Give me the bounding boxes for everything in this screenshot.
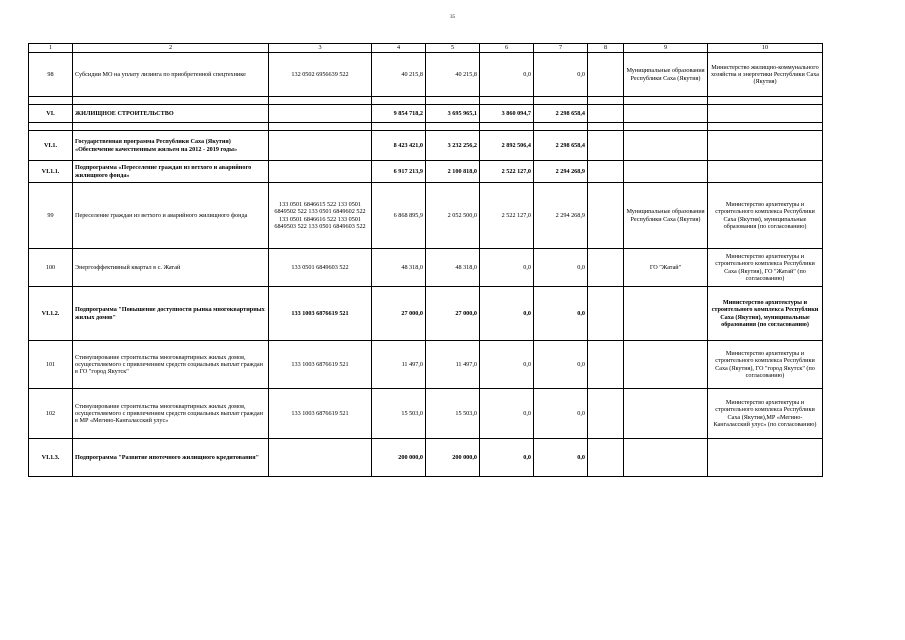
cell-c5: 2 100 818,0 xyxy=(426,161,480,183)
cell-name: ЖИЛИЩНОЕ СТРОИТЕЛЬСТВО xyxy=(73,105,269,123)
cell-c5: 48 318,0 xyxy=(426,249,480,287)
cell-c9 xyxy=(624,131,708,161)
header-cell: 10 xyxy=(708,44,823,53)
cell-code xyxy=(269,439,372,477)
cell-c6: 0,0 xyxy=(480,439,534,477)
cell-c9 xyxy=(624,161,708,183)
cell-c4 xyxy=(372,97,426,105)
cell-num: 99 xyxy=(29,183,73,249)
table-row xyxy=(29,183,823,249)
cell-c6: 0,0 xyxy=(480,389,534,439)
cell-code xyxy=(269,131,372,161)
cell-c10: Министерство архитектуры и строительного комплекса Республики Саха (Якутия), ГО "город Якутск" (по согласованию) xyxy=(708,341,823,389)
cell-c10: Министерство жилищно-коммунального хозяйства и энергетики Республики Саха (Якутия) xyxy=(708,53,823,97)
cell-c4 xyxy=(372,123,426,131)
cell-name xyxy=(73,97,269,105)
cell-name: Стимулирование строительства многоквартирных жилых домов, осуществляемого с привлечением средств социальных выплат граждан в ГО "город Якутск" xyxy=(73,341,269,389)
cell-c5: 15 503,0 xyxy=(426,389,480,439)
table-row xyxy=(29,97,823,105)
cell-c9 xyxy=(624,341,708,389)
cell-c5 xyxy=(426,97,480,105)
cell-c8 xyxy=(588,53,624,97)
cell-c5: 40 215,8 xyxy=(426,53,480,97)
cell-c5: 200 000,0 xyxy=(426,439,480,477)
cell-c7: 2 298 658,4 xyxy=(534,131,588,161)
cell-num xyxy=(29,123,73,131)
cell-num: VI.1.3. xyxy=(29,439,73,477)
header-row xyxy=(29,44,823,53)
cell-c5: 2 052 500,0 xyxy=(426,183,480,249)
cell-c10 xyxy=(708,123,823,131)
cell-num: VI. xyxy=(29,105,73,123)
cell-code: 133 1003 6876619 521 xyxy=(269,341,372,389)
header-cell: 1 xyxy=(29,44,73,53)
cell-c4: 11 497,0 xyxy=(372,341,426,389)
cell-c4: 27 000,0 xyxy=(372,287,426,341)
cell-c10 xyxy=(708,97,823,105)
table-row xyxy=(29,389,823,439)
cell-name: Субсидии МО на уплату лизинга по приобретенной спецтехнике xyxy=(73,53,269,97)
cell-c7 xyxy=(534,123,588,131)
cell-c6: 3 860 094,7 xyxy=(480,105,534,123)
cell-num: 100 xyxy=(29,249,73,287)
cell-c4: 48 318,0 xyxy=(372,249,426,287)
table-row xyxy=(29,287,823,341)
cell-c8 xyxy=(588,105,624,123)
cell-num: 98 xyxy=(29,53,73,97)
cell-code: 133 1003 6876619 521 xyxy=(269,389,372,439)
cell-code xyxy=(269,105,372,123)
cell-c6: 2 522 127,0 xyxy=(480,183,534,249)
cell-c4: 6 917 213,9 xyxy=(372,161,426,183)
cell-name: Подпрограмма "Повышение доступности рынка многоквартирных жилых домов" xyxy=(73,287,269,341)
cell-code: 132 0502 6956639 522 xyxy=(269,53,372,97)
budget-table xyxy=(28,43,823,477)
header-cell: 3 xyxy=(269,44,372,53)
cell-num: 102 xyxy=(29,389,73,439)
cell-c6: 0,0 xyxy=(480,341,534,389)
cell-c9: Муниципальные образования Республики Саха (Якутия) xyxy=(624,53,708,97)
page-number: 35 xyxy=(450,15,455,20)
cell-c6: 2 522 127,0 xyxy=(480,161,534,183)
cell-c8 xyxy=(588,287,624,341)
cell-name: Подпрограмма «Переселение граждан из ветхого и аварийного жилищного фонда» xyxy=(73,161,269,183)
cell-c4: 9 854 718,2 xyxy=(372,105,426,123)
cell-c9 xyxy=(624,439,708,477)
cell-code xyxy=(269,161,372,183)
table-row xyxy=(29,53,823,97)
cell-c7: 0,0 xyxy=(534,341,588,389)
header-cell: 7 xyxy=(534,44,588,53)
cell-name: Стимулирование строительства многоквартирных жилых домов, осуществляемого с привлечением средств социальных выплат граждан в МР «Мегино-Кангаласский улус» xyxy=(73,389,269,439)
cell-num: VI.1.1. xyxy=(29,161,73,183)
table-row xyxy=(29,249,823,287)
header-cell: 8 xyxy=(588,44,624,53)
table-row xyxy=(29,161,823,183)
cell-code: 133 0501 6846615 522 133 0501 6849502 522 133 0501 6849602 522 133 0501 6846616 522 133 0501 6849503 522 133 0501 6849603 522 xyxy=(269,183,372,249)
cell-name: Подпрограмма "Развитие ипотечного жилищного кредитования" xyxy=(73,439,269,477)
cell-name: Государственная программа Республики Саха (Якутия) «Обеспечение качественным жильем на 2012 - 2019 годы» xyxy=(73,131,269,161)
cell-c7 xyxy=(534,97,588,105)
cell-c6: 2 892 506,4 xyxy=(480,131,534,161)
cell-c4: 200 000,0 xyxy=(372,439,426,477)
table-row xyxy=(29,123,823,131)
cell-c8 xyxy=(588,131,624,161)
cell-name: Переселение граждан из ветхого и аварийного жилищного фонда xyxy=(73,183,269,249)
cell-c5 xyxy=(426,123,480,131)
cell-c6 xyxy=(480,123,534,131)
cell-c8 xyxy=(588,183,624,249)
table-row xyxy=(29,131,823,161)
table-row xyxy=(29,439,823,477)
cell-name: Энергоэффективный квартал в с. Жатай xyxy=(73,249,269,287)
cell-c4: 8 423 421,0 xyxy=(372,131,426,161)
table-row xyxy=(29,105,823,123)
cell-code xyxy=(269,97,372,105)
cell-c10 xyxy=(708,131,823,161)
cell-c7: 2 294 268,9 xyxy=(534,161,588,183)
cell-c10: Министерство архитектуры и строительного комплекса Республики Саха (Якутия), муниципальные образования (по согласованию) xyxy=(708,183,823,249)
cell-c9 xyxy=(624,123,708,131)
cell-c8 xyxy=(588,249,624,287)
cell-c8 xyxy=(588,161,624,183)
cell-c10 xyxy=(708,439,823,477)
cell-c9: Муниципальные образования Республики Саха (Якутия) xyxy=(624,183,708,249)
cell-num: VI.1. xyxy=(29,131,73,161)
header-cell: 5 xyxy=(426,44,480,53)
cell-c7: 0,0 xyxy=(534,287,588,341)
cell-c8 xyxy=(588,439,624,477)
cell-c9 xyxy=(624,389,708,439)
cell-num: 101 xyxy=(29,341,73,389)
table-row xyxy=(29,341,823,389)
cell-c5: 3 695 965,1 xyxy=(426,105,480,123)
cell-c6: 0,0 xyxy=(480,249,534,287)
cell-c9 xyxy=(624,105,708,123)
cell-c10: Министерство архитектуры и строительного комплекса Республики Саха (Якутия), ГО "Жатай" (по согласованию) xyxy=(708,249,823,287)
cell-c8 xyxy=(588,341,624,389)
cell-c10 xyxy=(708,105,823,123)
cell-c9: ГО "Жатай" xyxy=(624,249,708,287)
cell-c7: 0,0 xyxy=(534,389,588,439)
cell-c6: 0,0 xyxy=(480,287,534,341)
cell-c4: 15 503,0 xyxy=(372,389,426,439)
cell-c9 xyxy=(624,97,708,105)
cell-code: 133 0501 6849603 522 xyxy=(269,249,372,287)
cell-num: VI.1.2. xyxy=(29,287,73,341)
cell-c6: 0,0 xyxy=(480,53,534,97)
cell-c6 xyxy=(480,97,534,105)
cell-num xyxy=(29,97,73,105)
cell-c5: 27 000,0 xyxy=(426,287,480,341)
cell-c9 xyxy=(624,287,708,341)
cell-code xyxy=(269,123,372,131)
cell-code: 133 1003 6876619 521 xyxy=(269,287,372,341)
cell-c7: 2 294 268,9 xyxy=(534,183,588,249)
cell-c7: 2 298 658,4 xyxy=(534,105,588,123)
cell-c8 xyxy=(588,389,624,439)
header-cell: 4 xyxy=(372,44,426,53)
cell-c8 xyxy=(588,123,624,131)
cell-c7: 0,0 xyxy=(534,53,588,97)
cell-c4: 6 868 895,9 xyxy=(372,183,426,249)
header-cell: 9 xyxy=(624,44,708,53)
cell-c4: 40 215,8 xyxy=(372,53,426,97)
cell-c5: 3 232 256,2 xyxy=(426,131,480,161)
cell-c10 xyxy=(708,161,823,183)
cell-c7: 0,0 xyxy=(534,249,588,287)
header-cell: 2 xyxy=(73,44,269,53)
header-cell: 6 xyxy=(480,44,534,53)
cell-c10: Министерство архитектуры и строительного комплекса Республики Саха (Якутия), муниципальные образования (по согласованию) xyxy=(708,287,823,341)
cell-c8 xyxy=(588,97,624,105)
cell-c10: Министерство архитектуры и строительного комплекса Республики Саха (Якутия),МР «Мегино-Кангаласский улус» (по согласованию) xyxy=(708,389,823,439)
cell-name xyxy=(73,123,269,131)
cell-c7: 0,0 xyxy=(534,439,588,477)
cell-c5: 11 497,0 xyxy=(426,341,480,389)
